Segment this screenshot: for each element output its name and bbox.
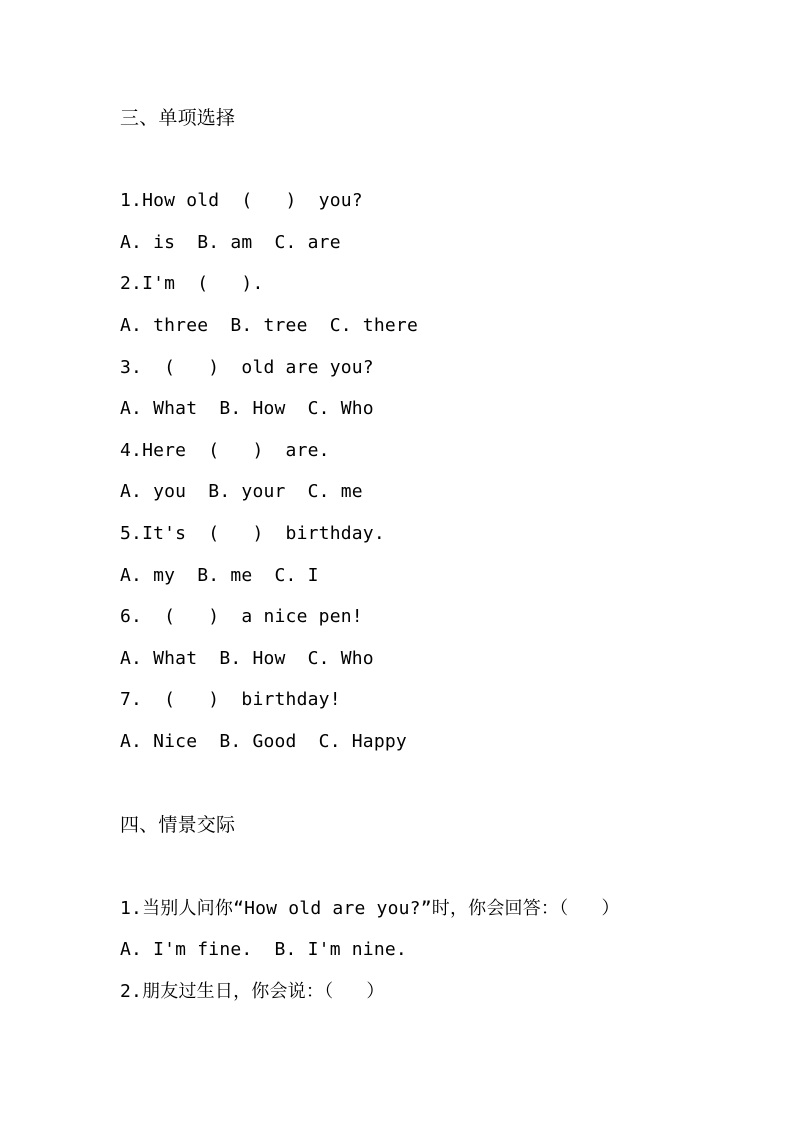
- question-7-options: A. Nice B. Good C. Happy: [120, 731, 407, 752]
- question-2: 2.I'm ( ).: [120, 273, 264, 294]
- situation-question-1-options: A. I'm fine. B. I'm nine.: [120, 939, 407, 960]
- situation-question-2: 2.朋友过生日，你会说：（ ）: [120, 981, 385, 1002]
- question-5: 5.It's ( ) birthday.: [120, 523, 385, 544]
- question-1: 1.How old ( ) you?: [120, 190, 363, 211]
- section-4-title: 四、情景交际: [120, 814, 236, 836]
- question-2-options: A. three B. tree C. there: [120, 315, 418, 336]
- question-7: 7. ( ) birthday!: [120, 689, 341, 710]
- question-5-options: A. my B. me C. I: [120, 565, 319, 586]
- question-1-options: A. is B. am C. are: [120, 232, 341, 253]
- question-4: 4.Here ( ) are.: [120, 440, 330, 461]
- question-3-options: A. What B. How C. Who: [120, 398, 374, 419]
- question-6: 6. ( ) a nice pen!: [120, 606, 363, 627]
- section-3-title: 三、单项选择: [120, 107, 236, 129]
- situation-question-1: 1.当别人问你“How old are you?”时，你会回答：（ ）: [120, 898, 620, 919]
- question-3: 3. ( ) old are you?: [120, 357, 374, 378]
- question-6-options: A. What B. How C. Who: [120, 648, 374, 669]
- question-4-options: A. you B. your C. me: [120, 481, 363, 502]
